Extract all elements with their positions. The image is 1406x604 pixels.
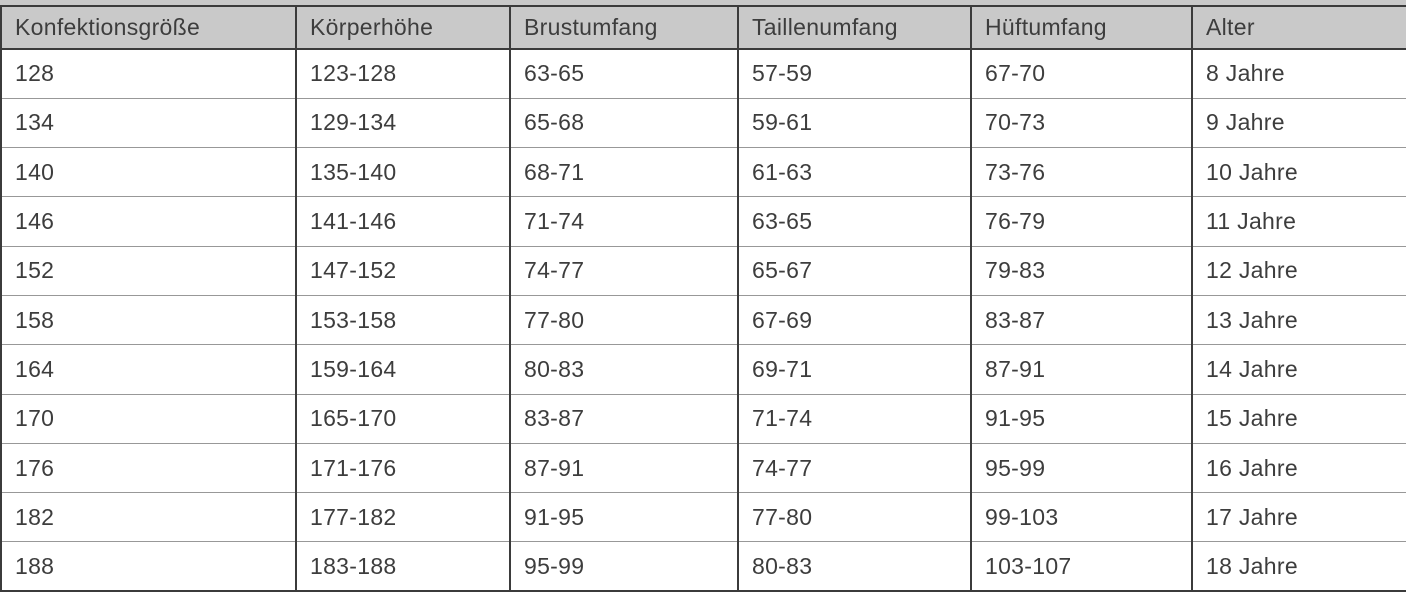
- table-cell: 11 Jahre: [1192, 197, 1406, 246]
- table-cell: 95-99: [971, 443, 1192, 492]
- table-cell: 74-77: [510, 246, 738, 295]
- table-cell: 68-71: [510, 148, 738, 197]
- table-cell: 134: [1, 98, 296, 147]
- table-cell: 99-103: [971, 493, 1192, 542]
- table-row: [1, 49, 1406, 98]
- table-cell: 63-65: [738, 197, 971, 246]
- table-cell: 59-61: [738, 98, 971, 147]
- table-cell: 9 Jahre: [1192, 98, 1406, 147]
- table-cell: 128: [1, 49, 296, 98]
- table-cell: 77-80: [510, 295, 738, 344]
- table-cell: 77-80: [738, 493, 971, 542]
- size-chart-table: [0, 5, 1406, 592]
- table-body: [1, 49, 1406, 591]
- table-row: [1, 493, 1406, 542]
- table-cell: 79-83: [971, 246, 1192, 295]
- table-cell: 83-87: [971, 295, 1192, 344]
- table-cell: 188: [1, 542, 296, 591]
- table-cell: 76-79: [971, 197, 1192, 246]
- table-cell: 83-87: [510, 394, 738, 443]
- table-cell: 140: [1, 148, 296, 197]
- table-cell: 71-74: [510, 197, 738, 246]
- table-cell: 70-73: [971, 98, 1192, 147]
- table-cell: 16 Jahre: [1192, 443, 1406, 492]
- column-header: Alter: [1192, 6, 1406, 49]
- column-header: Hüftumfang: [971, 6, 1192, 49]
- table-cell: 87-91: [510, 443, 738, 492]
- table-row: [1, 345, 1406, 394]
- table-cell: 103-107: [971, 542, 1192, 591]
- table-cell: 91-95: [971, 394, 1192, 443]
- table-cell: 73-76: [971, 148, 1192, 197]
- table-cell: 165-170: [296, 394, 510, 443]
- header-row: [1, 6, 1406, 49]
- table-cell: 159-164: [296, 345, 510, 394]
- table-cell: 147-152: [296, 246, 510, 295]
- table-cell: 183-188: [296, 542, 510, 591]
- table-cell: 95-99: [510, 542, 738, 591]
- table-cell: 152: [1, 246, 296, 295]
- table-cell: 63-65: [510, 49, 738, 98]
- column-header: Taillenumfang: [738, 6, 971, 49]
- table-cell: 14 Jahre: [1192, 345, 1406, 394]
- table-cell: 176: [1, 443, 296, 492]
- table-row: [1, 542, 1406, 591]
- table-cell: 153-158: [296, 295, 510, 344]
- table-cell: 57-59: [738, 49, 971, 98]
- column-header: Körperhöhe: [296, 6, 510, 49]
- table-cell: 135-140: [296, 148, 510, 197]
- table-row: [1, 246, 1406, 295]
- table-cell: 171-176: [296, 443, 510, 492]
- table-cell: 61-63: [738, 148, 971, 197]
- table-row: [1, 148, 1406, 197]
- table-cell: 170: [1, 394, 296, 443]
- table-cell: 65-68: [510, 98, 738, 147]
- table-cell: 123-128: [296, 49, 510, 98]
- table-cell: 12 Jahre: [1192, 246, 1406, 295]
- table-cell: 71-74: [738, 394, 971, 443]
- table-cell: 17 Jahre: [1192, 493, 1406, 542]
- table-cell: 80-83: [738, 542, 971, 591]
- table-cell: 146: [1, 197, 296, 246]
- table-cell: 129-134: [296, 98, 510, 147]
- table-cell: 74-77: [738, 443, 971, 492]
- table-cell: 13 Jahre: [1192, 295, 1406, 344]
- table-row: [1, 197, 1406, 246]
- table-cell: 69-71: [738, 345, 971, 394]
- table-row: [1, 98, 1406, 147]
- table-row: [1, 443, 1406, 492]
- column-header: Konfektionsgröße: [1, 6, 296, 49]
- column-header: Brustumfang: [510, 6, 738, 49]
- table-cell: 91-95: [510, 493, 738, 542]
- table-cell: 18 Jahre: [1192, 542, 1406, 591]
- table-cell: 65-67: [738, 246, 971, 295]
- table-cell: 164: [1, 345, 296, 394]
- table-cell: 182: [1, 493, 296, 542]
- table-cell: 158: [1, 295, 296, 344]
- table-cell: 80-83: [510, 345, 738, 394]
- table-cell: 10 Jahre: [1192, 148, 1406, 197]
- table-row: [1, 394, 1406, 443]
- table-row: [1, 295, 1406, 344]
- table-cell: 67-69: [738, 295, 971, 344]
- table-cell: 67-70: [971, 49, 1192, 98]
- table-cell: 87-91: [971, 345, 1192, 394]
- table-cell: 8 Jahre: [1192, 49, 1406, 98]
- table-cell: 15 Jahre: [1192, 394, 1406, 443]
- table-cell: 177-182: [296, 493, 510, 542]
- table-cell: 141-146: [296, 197, 510, 246]
